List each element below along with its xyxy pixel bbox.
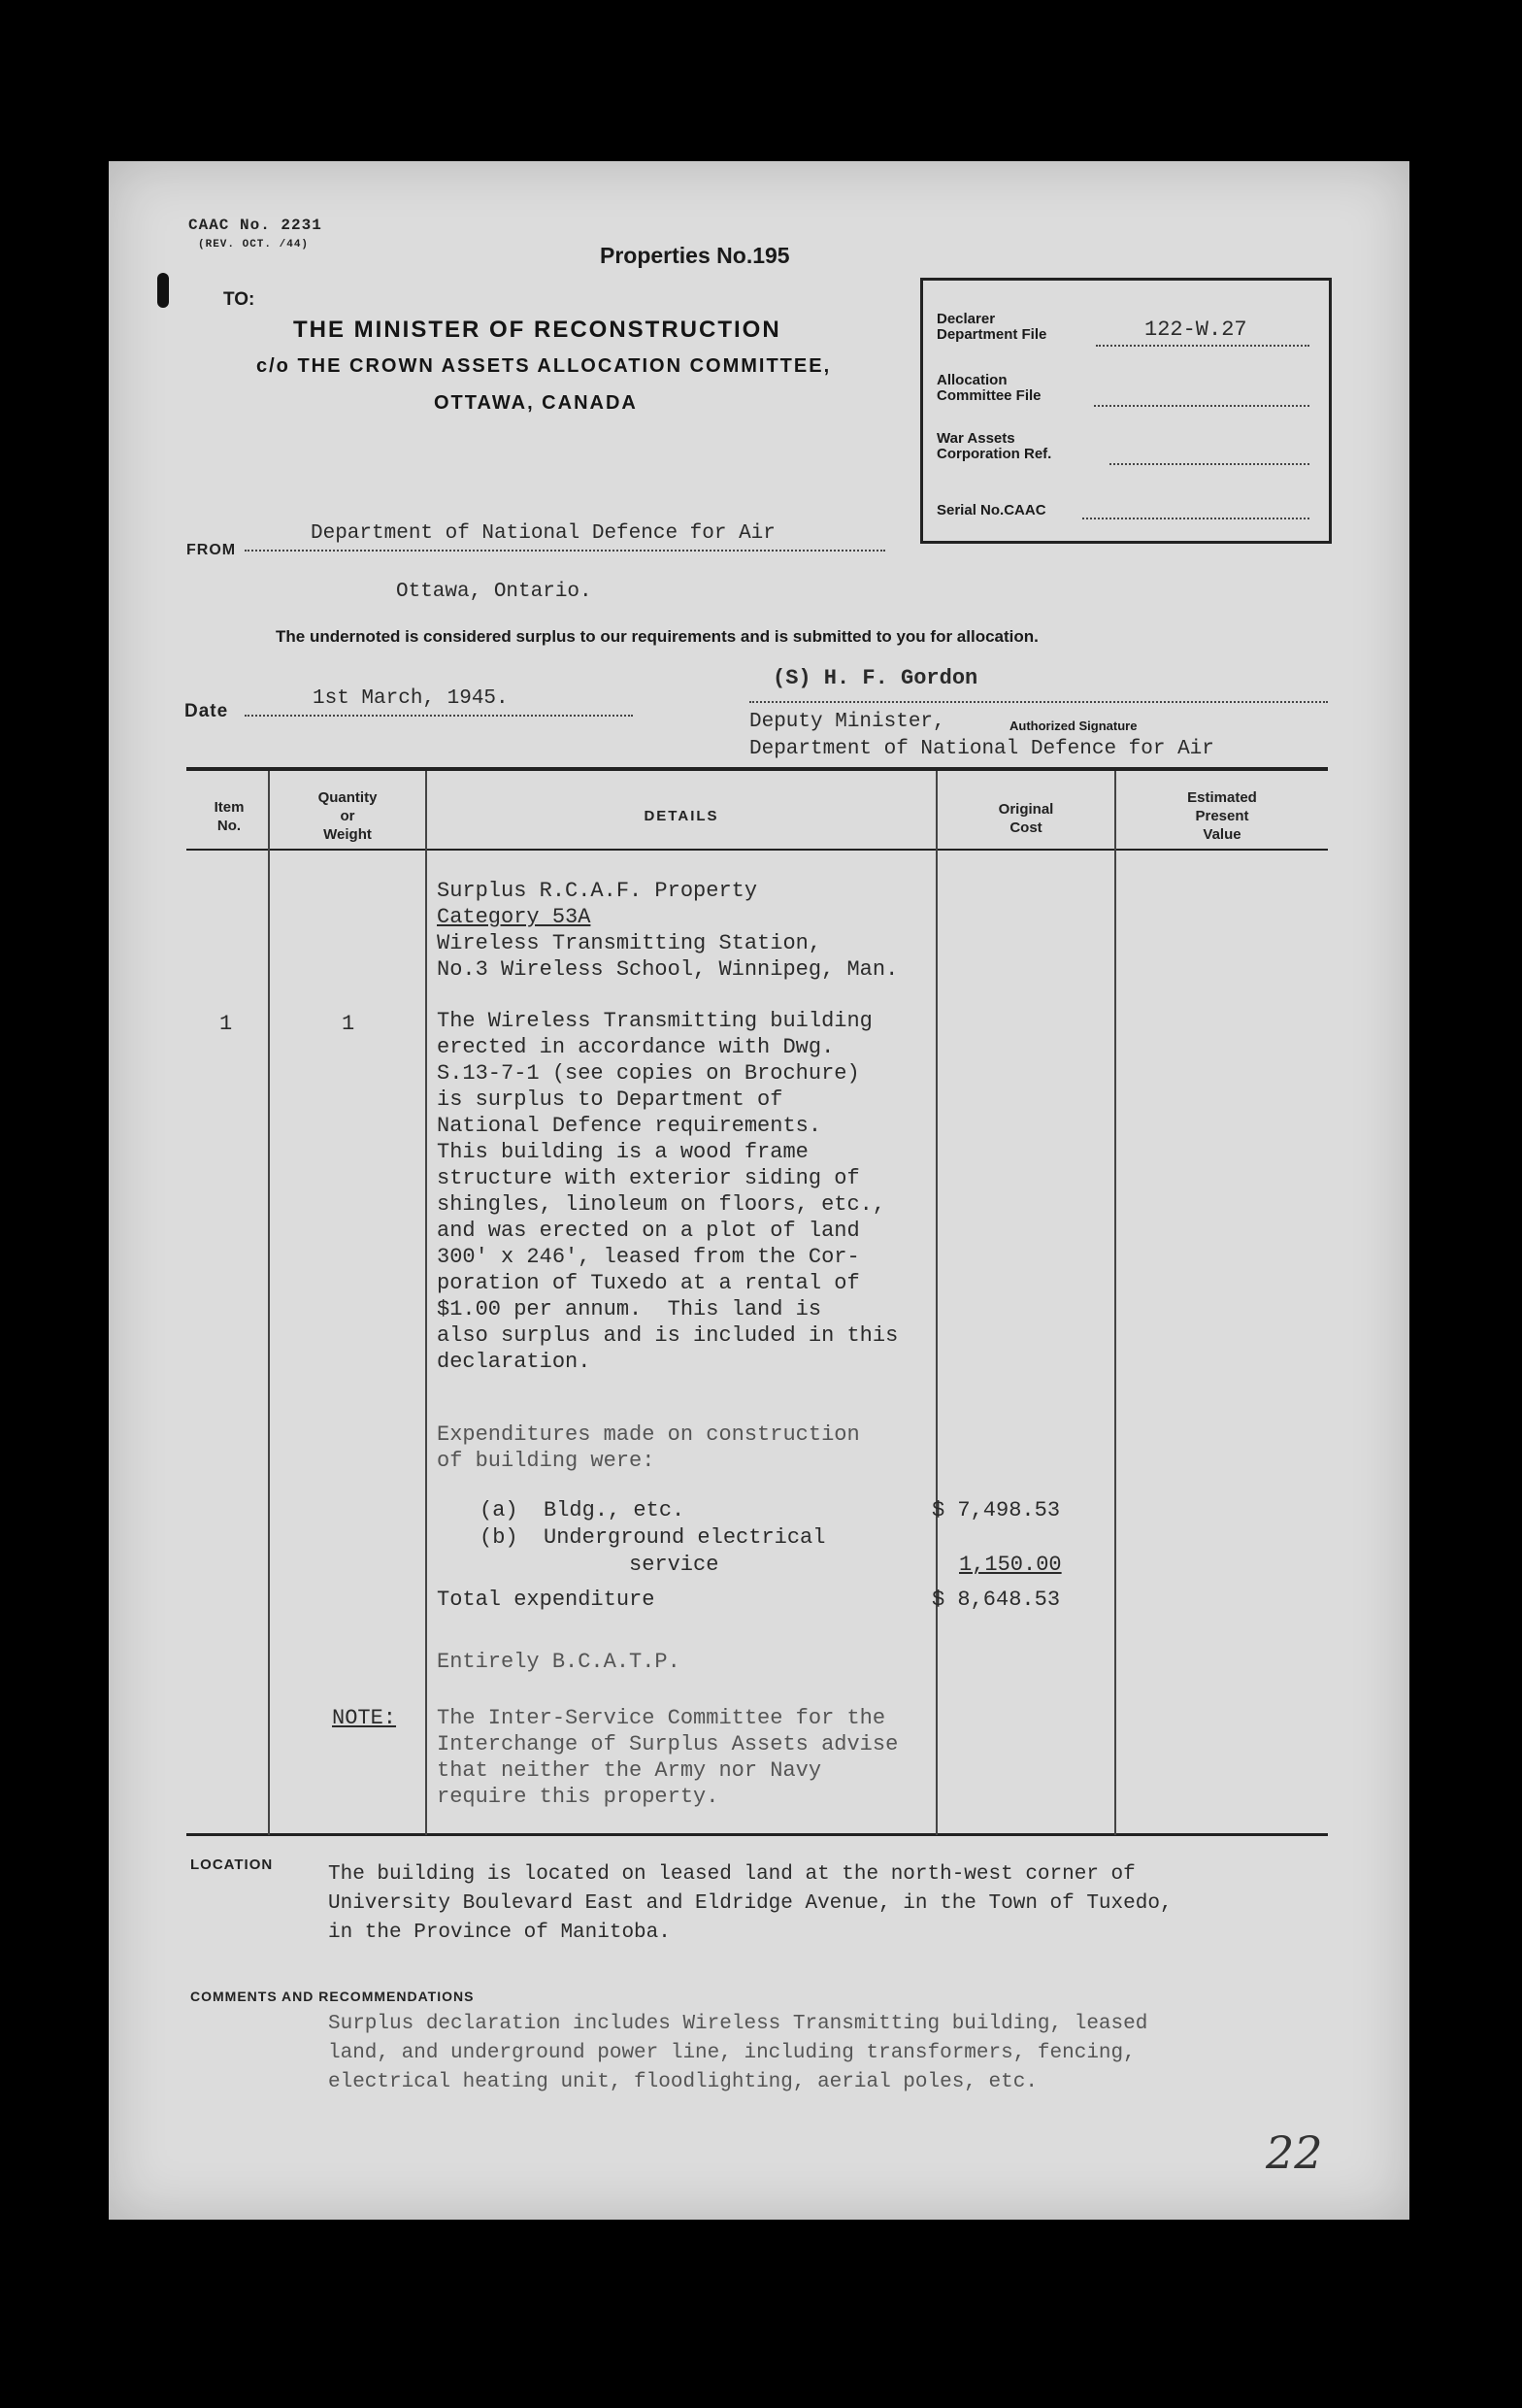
addressee-line-1: THE MINISTER OF RECONSTRUCTION — [293, 317, 781, 343]
declarer-file-value: 122-W.27 — [1144, 318, 1247, 342]
details-station-line: Wireless Transmitting Station, — [437, 931, 822, 955]
document-page — [109, 161, 1409, 2220]
date-label: Date — [184, 701, 229, 721]
note-label: NOTE: — [332, 1706, 397, 1730]
quantity-value: 1 — [342, 1012, 355, 1036]
from-department: Department of National Defence for Air — [311, 522, 776, 545]
cost-item-b: 1,150.00 — [959, 1553, 1062, 1577]
funding-source: Entirely B.C.A.T.P. — [437, 1650, 680, 1674]
handwritten-page-number: 22 — [1266, 2126, 1323, 2179]
reference-box — [920, 278, 1332, 544]
table-header-rule — [186, 849, 1328, 851]
details-header: Surplus R.C.A.F. Property — [437, 879, 758, 903]
table-col-divider — [268, 771, 270, 1835]
location-label: LOCATION — [190, 1856, 274, 1873]
note-text: The Inter-Service Committee for the Interchange of Surplus Assets advise that neither the Army nor Navy require this property. — [437, 1706, 899, 1809]
total-expenditure-label: Total expenditure — [437, 1588, 655, 1612]
from-label: FROM — [186, 542, 237, 558]
declarer-label: Declarer Department File — [937, 311, 1047, 343]
ink-mark — [157, 273, 169, 308]
location-text: The building is located on leased land at the north-west corner of University Boulevard East and Eldridge Avenue, in the Town of Tuxedo, in the Province of Manitoba. — [328, 1863, 1173, 1944]
table-col-divider — [936, 771, 938, 1835]
table-bottom-rule — [186, 1833, 1328, 1836]
signature-department: Department of National Defence for Air — [749, 738, 1214, 760]
authorized-signature-label: Authorized Signature — [1009, 719, 1138, 733]
table-col-divider — [1114, 771, 1116, 1835]
expenditure-item-a: (a) Bldg., etc. — [480, 1498, 685, 1522]
header-item-no: Item No. — [214, 799, 245, 834]
table-top-rule — [186, 767, 1328, 771]
allocation-line — [1094, 387, 1309, 407]
form-number: CAAC No. 2231 — [188, 217, 322, 234]
surplus-statement: The undernoted is considered surplus to our requirements and is submitted to you for allocation. — [276, 627, 1039, 646]
header-estimated-value: Estimated Present Value — [1187, 789, 1257, 843]
table-col-divider — [425, 771, 427, 1835]
cost-item-a: $ 7,498.53 — [932, 1498, 1061, 1522]
cost-total: $ 8,648.53 — [932, 1588, 1061, 1612]
details-block — [437, 878, 898, 983]
signature-signed: (S) H. F. Gordon — [773, 666, 978, 690]
addressee-line-3: OTTAWA, CANADA — [434, 392, 638, 414]
signature-line — [749, 691, 1328, 703]
serial-line — [1082, 504, 1309, 519]
date-value: 1st March, 1945. — [313, 687, 509, 710]
to-label: TO: — [223, 289, 255, 310]
war-assets-line — [1109, 446, 1309, 465]
item-number: 1 — [219, 1012, 233, 1036]
addressee-line-2: c/o THE CROWN ASSETS ALLOCATION COMMITTEE, — [256, 355, 832, 377]
war-assets-label: War Assets Corporation Ref. — [937, 430, 1052, 462]
properties-number: Properties No.195 — [600, 243, 790, 268]
allocation-label: Allocation Committee File — [937, 372, 1042, 404]
expenditure-item-b: (b) Underground electrical — [480, 1525, 826, 1550]
details-category: Category 53A — [437, 905, 591, 929]
details-body: The Wireless Transmitting building erected in accordance with Dwg. S.13-7-1 (see copies on Brochure) is surplus to Department of National Defence requirements. This building is a wood frame structure with exterior siding of shingles, linoleum on floors, etc., and was erected on a plot of land 300' x 246', leased from the Cor- poration of Tuxedo at a rental of $1.00 per annum. This land is also surplus and is included in this declaration. — [437, 1009, 899, 1374]
comments-text: Surplus declaration includes Wireless Transmitting building, leased land, and underground power line, including transformers, fencing, electrical heating unit, floodlighting, aerial poles, etc. — [328, 2013, 1148, 2093]
header-original-cost: Original Cost — [998, 801, 1054, 836]
details-station-line: No.3 Wireless School, Winnipeg, Man. — [437, 957, 899, 982]
from-city: Ottawa, Ontario. — [396, 581, 592, 603]
form-revision: (REV. OCT. /44) — [198, 239, 310, 251]
signature-title: Deputy Minister, — [749, 711, 945, 733]
serial-label: Serial No.CAAC — [937, 502, 1046, 518]
comments-label: COMMENTS AND RECOMMENDATIONS — [190, 1989, 475, 2004]
header-details: DETAILS — [644, 808, 719, 824]
expenditure-intro: Expenditures made on construction of building were: — [437, 1422, 860, 1473]
expenditure-item-b-cont: service — [629, 1553, 719, 1577]
header-quantity: Quantity or Weight — [317, 789, 378, 843]
